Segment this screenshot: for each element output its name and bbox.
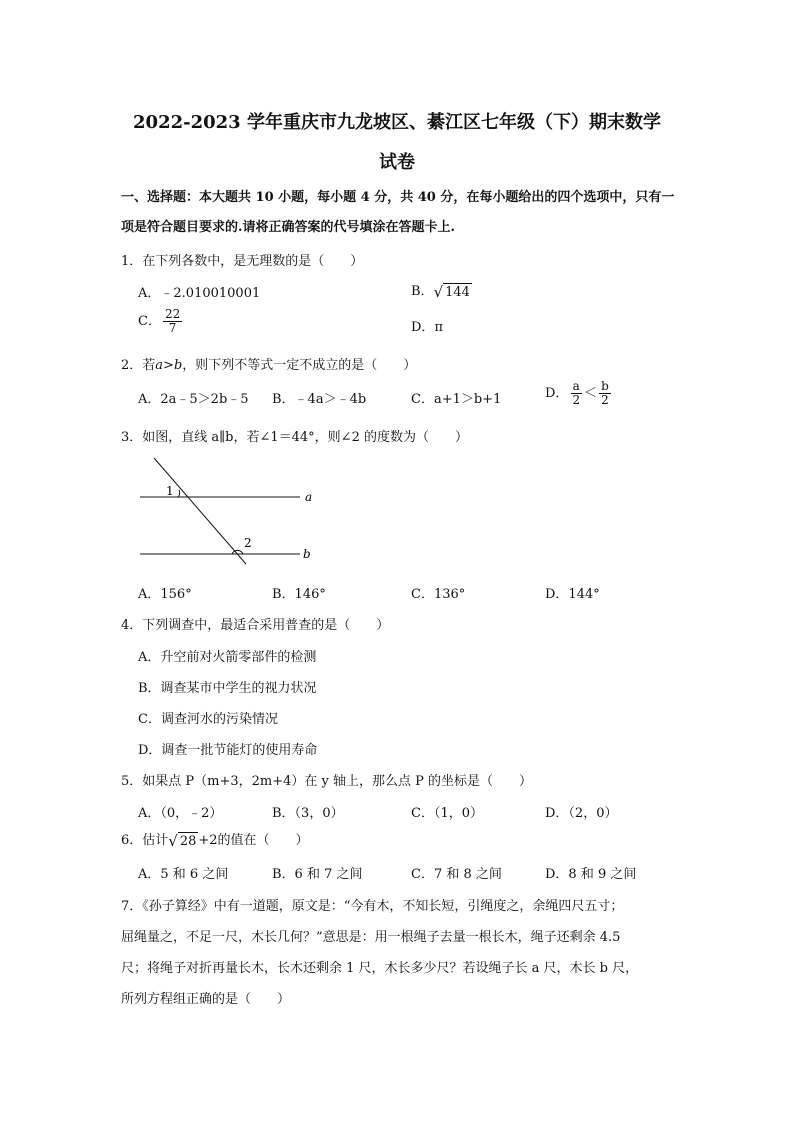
q2-stem-post: ，则下列不等式一定不成立的是（ ） [182, 358, 417, 373]
q2-option-d-lt: ＜ [584, 386, 598, 401]
q1-option-d-value: π [434, 320, 443, 335]
angle-2-label: 2 [244, 536, 252, 550]
q2-d-numerator-1: a [572, 379, 580, 393]
q6-option-d: D．8 和 9 之间 [545, 867, 637, 882]
q1-option-a-value: ﹣2.010010001 [160, 286, 261, 301]
q5-stem: 5．如果点 P（m+3，2m+4）在 y 轴上，那么点 P 的坐标是（ ） [121, 774, 533, 789]
q2-d-numerator-2: b [601, 379, 609, 393]
q6-stem-pre: 6．估计 [121, 833, 169, 848]
q7-line4: 所列方程组正确的是（ ） [121, 992, 291, 1007]
q2-option-c: C．a+1＞b+1 [411, 392, 502, 407]
q4-option-c: C．调查河水的污染情况 [138, 712, 278, 727]
transversal-line [154, 458, 246, 564]
q2-stem-gt: > [163, 358, 174, 373]
q6-stem-radicand: 28 [179, 833, 197, 849]
q2-option-d-label: D． [545, 386, 569, 401]
q1-option-c-fraction [163, 308, 182, 335]
section-instructions: 一、选择题：本大题共 10 小题，每小题 4 分，共 40 分，在每小题给出的四个选项中，只有一项是符合题目要求的.请将正确答案的代号填涂在答题卡上. [121, 190, 675, 235]
q1-option-c-numerator: 22 [164, 307, 181, 321]
exam-title-line1: 2022-2023 学年重庆市九龙坡区、綦江区七年级（下）期末数学 [133, 112, 661, 133]
q4-option-d: D．调查一批节能灯的使用寿命 [138, 743, 318, 758]
q1-option-b [411, 280, 472, 301]
q4-stem: 4．下列调查中，最适合采用普查的是（ ） [121, 618, 390, 633]
q7-line2: 屈绳量之，不足一尺，木长几何？”意思是：用一根绳子去量一根长木，绳子还剩余 4.5 [121, 930, 621, 945]
q6-option-a: A．5 和 6 之间 [138, 867, 229, 882]
angle-1-arc [178, 490, 180, 497]
q1-option-a-label: A． [138, 286, 161, 301]
q1-option-d-label: D． [411, 320, 435, 335]
q2-option-b: B．﹣4a＞﹣4b [272, 392, 367, 407]
q3-stem: 3．如图，直线 a∥b，若∠1＝44°，则∠2 的度数为（ ） [121, 430, 468, 445]
q5-option-b: B．（3，0） [272, 806, 344, 821]
q7-line3: 尺；将绳子对折再量长木，长木还剩余 1 尺，木长多少尺？若设绳子长 a 尺，木长 b 尺， [121, 961, 639, 976]
q1-option-b-sqrt: √ 144 [433, 282, 470, 301]
line-b-label: b [303, 547, 311, 561]
q2-option-d [545, 380, 613, 407]
q2-d-denominator-1: 2 [572, 393, 581, 407]
q5-option-c: C．（1，0） [411, 806, 483, 821]
q1-option-c-denominator: 7 [168, 321, 177, 335]
q6-option-c: C．7 和 8 之间 [411, 867, 502, 882]
q4-option-b: B．调查某市中学生的视力状况 [138, 681, 317, 696]
q1-stem: 1．在下列各数中，是无理数的是（ ） [121, 254, 364, 269]
q2-option-d-frac2 [599, 380, 611, 407]
angle-1-label: 1 [166, 484, 174, 498]
q1-option-b-radicand: 144 [445, 284, 470, 300]
q2-option-a: A．2a﹣5＞2b﹣5 [138, 392, 249, 407]
q1-option-c [138, 308, 184, 335]
q6-option-b: B．6 和 7 之间 [272, 867, 363, 882]
q3-parallel-lines-figure [130, 452, 330, 572]
q2-stem-a: a [155, 358, 164, 373]
q3-option-b: B．146° [272, 587, 326, 602]
q2-d-denominator-2: 2 [601, 393, 609, 407]
q6-stem [121, 829, 309, 850]
q7-line1: 7．《孙子算经》中有一道题，原文是：“今有木，不知长短，引绳度之，余绳四尺五寸； [121, 899, 624, 914]
q1-option-d [411, 316, 443, 335]
q5-option-a: A．（0，﹣2） [138, 806, 223, 821]
q3-option-d: D．144° [545, 587, 600, 602]
exam-title-line2: 试卷 [379, 152, 415, 173]
q1-option-c-label: C． [138, 314, 161, 329]
q6-stem-sqrt: √ 28 [168, 831, 197, 850]
q1-option-b-label: B． [411, 284, 434, 299]
q2-stem [121, 354, 416, 373]
q2-stem-pre: 2．若 [121, 358, 156, 373]
q3-option-a: A．156° [138, 587, 192, 602]
q6-stem-post: +2的值在（ ） [198, 833, 309, 848]
q2-stem-b: b [173, 358, 183, 373]
line-a-label: a [305, 490, 313, 504]
q5-option-d: D．（2，0） [545, 806, 618, 821]
q4-option-a: A．升空前对火箭零部件的检测 [138, 650, 317, 665]
q2-option-d-frac1 [570, 380, 582, 407]
q3-option-c: C．136° [411, 587, 466, 602]
q1-option-a [138, 282, 260, 301]
